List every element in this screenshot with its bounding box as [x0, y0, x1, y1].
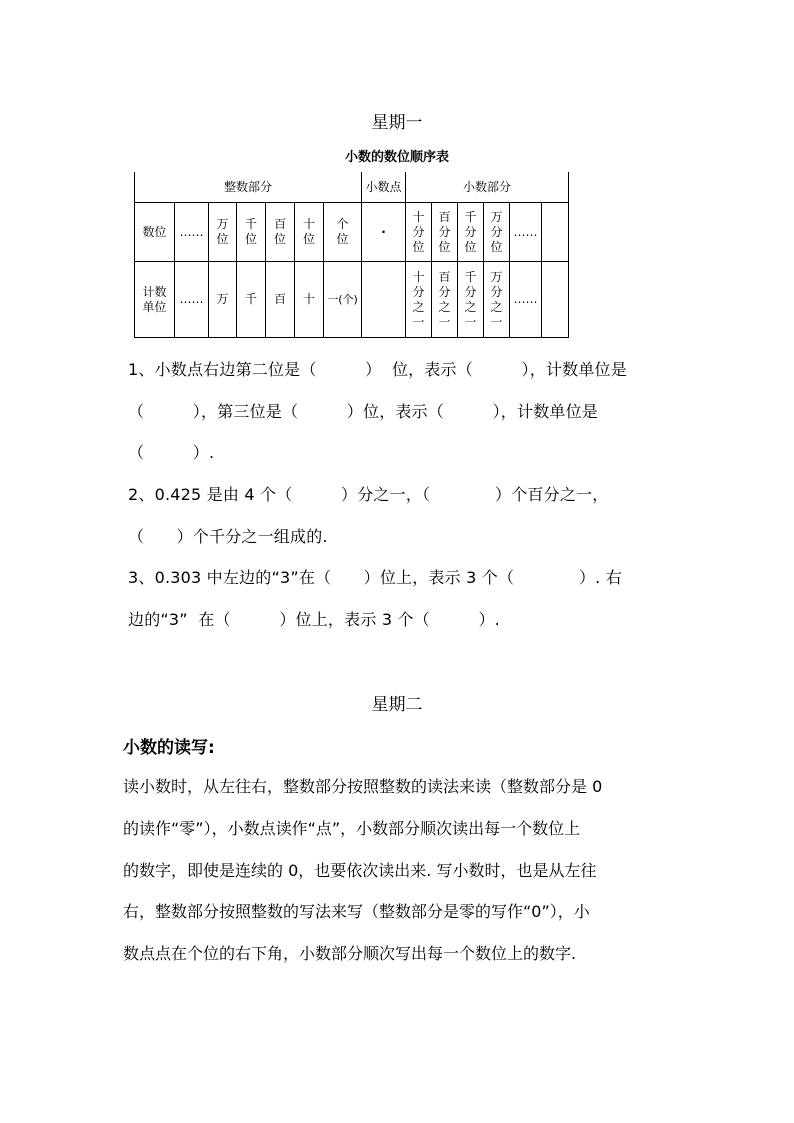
table-cell: 千分位 [458, 203, 484, 262]
question-1-line-3: （ ）. [128, 443, 215, 462]
question-3-line-1: 3、0.303 中左边的“3”在（ ）位上，表示 3 个（ ）. 右 [128, 568, 622, 587]
table-cell [362, 262, 406, 338]
table-cell: 十 [295, 262, 324, 338]
table-cell: · [362, 203, 406, 262]
paragraph-line: 右，整数部分按照整数的写法来写（整数部分是零的写作“0”），小 [123, 902, 590, 921]
table-title: 小数的数位顺序表 [344, 150, 449, 165]
table-header-row [135, 172, 569, 203]
question-1-line-1: 1、小数点右边第二位是（ ） 位，表示（ ），计数单位是 [128, 360, 627, 379]
section-heading: 小数的读写: [123, 738, 215, 758]
question-2-line-1: 2、0.425 是由 4 个（ ）分之一，（ ）个百分之一， [128, 485, 609, 504]
integer-part-header: 整数部分 [135, 172, 362, 203]
paragraph-line: 的读作“零”），小数点读作“点”，小数部分顺次读出每一个数位上 [123, 819, 581, 838]
table-cell: 个位 [324, 203, 362, 262]
place-row-label: 数位 [135, 203, 175, 262]
table-cell: …… [175, 203, 209, 262]
table-cell: 十分之一 [406, 262, 432, 338]
table-cell: 千分之一 [458, 262, 484, 338]
unit-row-label: 计数单位 [135, 262, 175, 338]
decimal-part-header: 小数部分 [406, 172, 569, 203]
table-cell: 百分位 [432, 203, 458, 262]
place-value-table [134, 172, 569, 338]
question-3-line-2: 边的“3” 在（ ）位上，表示 3 个（ ）. [128, 610, 500, 629]
table-cell: 万位 [209, 203, 237, 262]
table-cell: 千位 [237, 203, 266, 262]
table-cell: 十分位 [406, 203, 432, 262]
unit-row [135, 262, 569, 338]
paragraph-line: 读小数时，从左往右，整数部分按照整数的读法来读（整数部分是 0 [123, 777, 603, 796]
table-cell: …… [510, 203, 542, 262]
paragraph-line: 的数字，即使是连续的 0，也要依次读出来. 写小数时，也是从左往 [123, 861, 597, 880]
table-cell: 千 [237, 262, 266, 338]
paragraph-line: 数点点在个位的右下角，小数部分顺次写出每一个数位上的数字. [123, 944, 577, 963]
day2-title: 星期二 [371, 695, 423, 715]
table-cell [542, 262, 569, 338]
table-cell: …… [510, 262, 542, 338]
place-row [135, 203, 569, 262]
table-cell: 十位 [295, 203, 324, 262]
table-cell [542, 203, 569, 262]
table-cell: 万分之一 [484, 262, 510, 338]
table-cell: 百位 [266, 203, 295, 262]
table-cell: …… [175, 262, 209, 338]
table-cell: 万分位 [484, 203, 510, 262]
table-cell: 万 [209, 262, 237, 338]
table-cell: 百分之一 [432, 262, 458, 338]
day1-title: 星期一 [371, 113, 423, 133]
question-1-line-2: （ ），第三位是（ ）位，表示（ ），计数单位是 [128, 402, 599, 421]
table-cell: 一(个) [324, 262, 362, 338]
table-cell: 百 [266, 262, 295, 338]
question-2-line-2: （ ）个千分之一组成的. [128, 527, 328, 546]
decimal-point-header: 小数点 [362, 172, 406, 203]
